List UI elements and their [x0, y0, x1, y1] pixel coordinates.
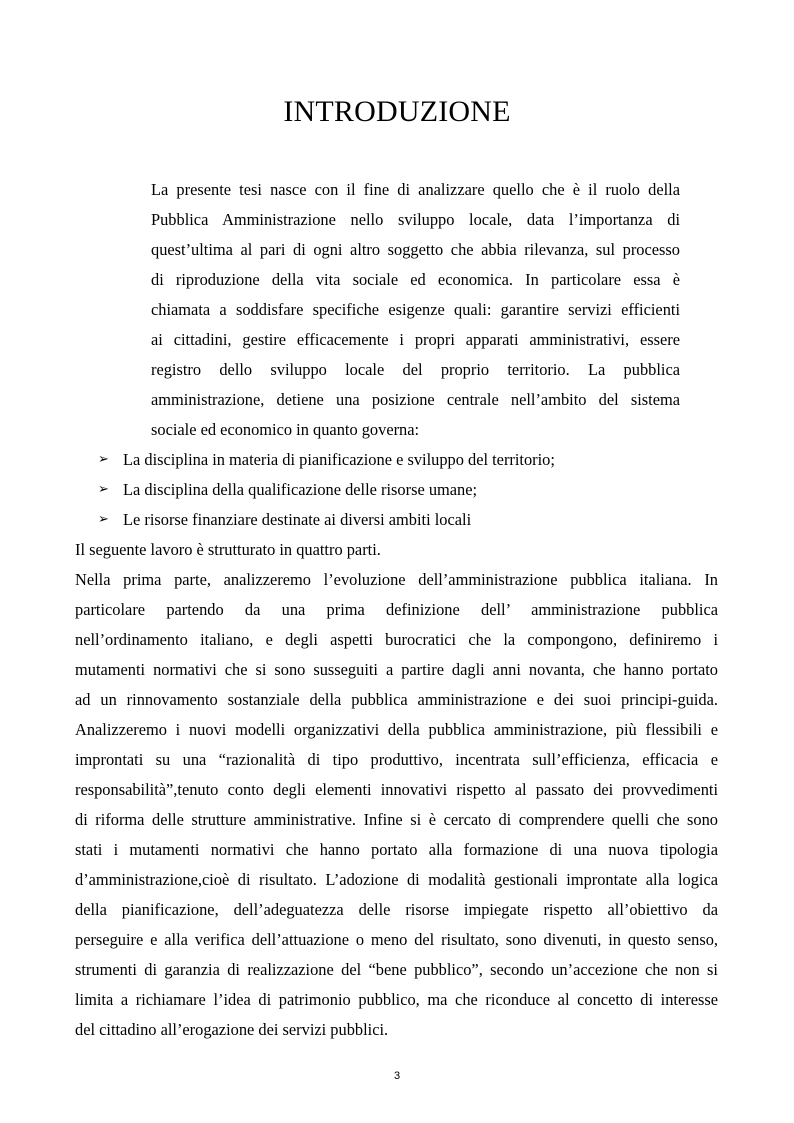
body-line: della pianificazione, dell’adeguatezza delle risorse impiegate rispetto all’obiettivo da: [75, 900, 718, 919]
intro-line: di riproduzione della vita sociale ed economica. In particolare essa è: [151, 270, 680, 289]
list-item-text: La disciplina in materia di pianificazione e sviluppo del territorio;: [123, 450, 555, 469]
intro-line: ai cittadini, gestire efficacemente i propri apparati amministrativi, essere: [151, 330, 680, 349]
body-line: nell’ordinamento italiano, e degli aspetti burocratici che la compongono, definiremo i: [75, 630, 718, 649]
body-line: d’amministrazione,cioè di risultato. L’adozione di modalità gestionali improntate alla logica: [75, 870, 718, 889]
body-line: improntati su una “razionalità di tipo produttivo, incentrata sull’efficienza, efficacia e: [75, 750, 718, 769]
body-line: responsabilità”,tenuto conto degli elementi innovativi rispetto al passato dei provvedimenti: [75, 780, 718, 799]
bullet-list: [98, 445, 718, 535]
list-item: [98, 475, 718, 505]
intro-line: quest’ultima al pari di ogni altro soggetto che abbia rilevanza, sul processo: [151, 240, 680, 259]
body-line: Analizzeremo i nuovi modelli organizzativi della pubblica amministrazione, più flessibili e: [75, 720, 718, 739]
intro-line: registro dello sviluppo locale del proprio territorio. La pubblica: [151, 360, 680, 379]
list-item: [98, 505, 718, 535]
arrow-bullet-icon: ➢: [98, 482, 109, 497]
body-line: Nella prima parte, analizzeremo l’evoluzione dell’amministrazione pubblica italiana. In: [75, 570, 718, 589]
intro-line: Pubblica Amministrazione nello sviluppo locale, data l’importanza di: [151, 210, 680, 229]
body-line: perseguire e alla verifica dell’attuazione o meno del risultato, sono divenuti, in questo senso,: [75, 930, 718, 949]
body-line: limita a richiamare l’idea di patrimonio pubblico, ma che riconduce al concetto di interesse: [75, 990, 718, 1009]
list-item-text: La disciplina della qualificazione delle risorse umane;: [123, 480, 478, 499]
body-paragraph: [75, 535, 718, 1045]
list-item-text: Le risorse finanziare destinate ai diversi ambiti locali: [123, 510, 472, 529]
body-line: strumenti di garanzia di realizzazione del “bene pubblico”, secondo un’accezione che non si: [75, 960, 718, 979]
intro-paragraph: [151, 175, 680, 445]
body-line: mutamenti normativi che si sono susseguiti a partire dagli anni novanta, che hanno portato: [75, 660, 718, 679]
body-line: ad un rinnovamento sostanziale della pubblica amministrazione e dei suoi principi-guida.: [75, 690, 718, 709]
page-title: INTRODUZIONE: [283, 95, 511, 128]
arrow-bullet-icon: ➢: [98, 512, 109, 527]
body-line: del cittadino all’erogazione dei servizi pubblici.: [75, 1020, 389, 1039]
body-line: di riforma delle strutture amministrative. Infine si è cercato di comprendere quelli che sono: [75, 810, 718, 829]
intro-line: sociale ed economico in quanto governa:: [151, 420, 420, 439]
intro-line: chiamata a soddisfare specifiche esigenze quali: garantire servizi efficienti: [151, 300, 680, 319]
intro-line: La presente tesi nasce con il fine di analizzare quello che è il ruolo della: [151, 180, 680, 199]
list-item: [98, 445, 718, 475]
intro-line: amministrazione, detiene una posizione centrale nell’ambito del sistema: [151, 390, 680, 409]
page-number: 3: [393, 1070, 401, 1082]
arrow-bullet-icon: ➢: [98, 452, 109, 467]
body-line: Il seguente lavoro è strutturato in quattro parti.: [75, 540, 381, 559]
body-line: particolare partendo da una prima definizione dell’ amministrazione pubblica: [75, 600, 718, 619]
body-line: stati i mutamenti normativi che hanno portato alla formazione di una nuova tipologia: [75, 840, 718, 859]
